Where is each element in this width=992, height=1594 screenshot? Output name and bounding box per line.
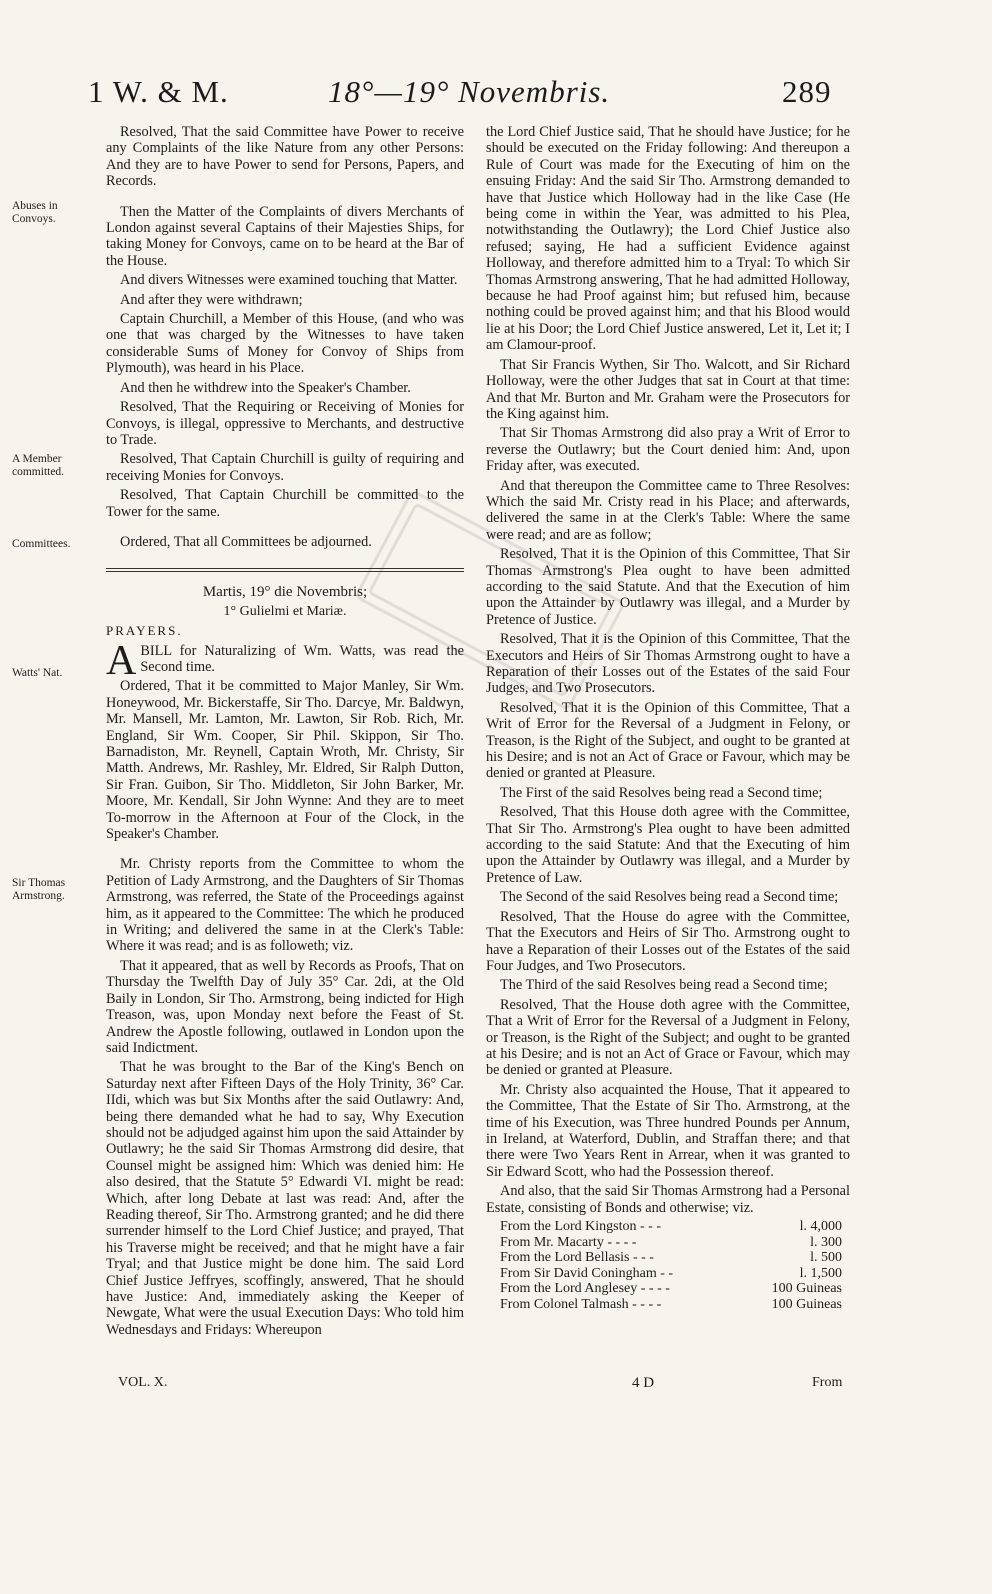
running-head-reign: 1 W. & M. [88, 74, 229, 109]
paragraph: Resolved, That the House doth agree with the Committee, That a Writ of Error for the Reversal of a Judgment in Felony, or Treason, is the Right of the Subject; and ought to be granted at his Desire; and is not an Act of Grace or Favour, which may be denied or granted at Pleasure. [486, 996, 850, 1079]
paragraph: Resolved, That it is the Opinion of this Committee, That a Writ of Error for the Reversal of a Judgment in Felony, or Treason, is the Right of the Subject, and ought to be granted at his Desire; and is not an Act of Grace or Favour, which may be denied or granted at Pleasure. [486, 699, 850, 782]
estate-source: From the Lord Anglesey - - - - [500, 1281, 670, 1296]
paragraph: Ordered, That all Committees be adjourned. [120, 533, 372, 550]
paragraph: Resolved, That Captain Churchill be committed to the Tower for the same. [106, 487, 464, 520]
paragraph: And then he withdrew into the Speaker's Chamber. [120, 379, 411, 396]
left-column [106, 124, 464, 1341]
section-divider [106, 568, 464, 572]
catchword: From [812, 1375, 843, 1390]
paragraph: That he was brought to the Bar of the King's Bench on Saturday next after Fifteen Days of the Holy Trinity, 36° Car. IIdi, which was but Six Months after the said Outlawry: And, being there demanded what he had to say, Why Execution should not be adjudged against him upon the said Attainder by Outlawry; he the said Sir Thomas Armstrong did desire, that Counsel might be assigned him: Which was denied him: He also desired, that the Statute 5° Edwardi VI. might be read: Which, after long Debate at last was read: And, after the Reading thereof, Sir Tho. Armstrong granted; and he did there surrender himself to the Lord Chief Justice; and prayed, That his Traverse might be received; and that he might have a fair Tryal; and that Justice might be done him. The said Lord Chief Justice Jeffryes, scoffingly, answered, That he should have Justice: And, immediately asking the Keeper of Newgate, What were the usual Execution Days: Who told him Wednesdays and Fridays: Whereupon [106, 1059, 464, 1338]
table-row [486, 1281, 850, 1297]
paragraph: Resolved, That this House doth agree with the Committee, That Sir Tho. Armstrong's Plea ought to have been admitted according to the said Statute: And that the Executing of him upon the Attainder by Outlawry was illegal, and a Murder by Pretence of Law. [486, 804, 850, 886]
margin-note-member-committed: A Member committed. [12, 453, 65, 478]
margin-note-abuses-in-convoys: Abuses in Convoys. [12, 200, 58, 225]
margin-note-watts-nat: Watts' Nat. [12, 667, 63, 679]
paragraph: The Third of the said Resolves being read a Second time; [500, 977, 828, 994]
paragraph: Resolved, That the Requiring or Receiving of Monies for Convoys, is illegal, oppressive to Merchants, and destructive to Trade. [106, 399, 464, 448]
paragraph: Mr. Christy reports from the Committee to whom the Petition of Lady Armstrong, and the Daughters of Sir Thomas Armstrong, was referred, the State of the Proceedings against him, as it appeared to the Committee: The which he produced in Writing; and delivered the same in at the Clerk's Table: Where it was read; and is as followeth; viz. [106, 856, 464, 955]
paragraph: That Sir Francis Wythen, Sir Tho. Walcott, and Sir Richard Holloway, were the other Judges that sat in Court at that time: And that Mr. Burton and Mr. Graham were the Prosecutors for the King against him. [486, 356, 850, 422]
estate-amount: 100 Guineas [771, 1296, 842, 1312]
paragraph: Then the Matter of the Complaints of divers Merchants of London against several Captains of their Majesties Ships, for taking Money for Convoys, came on to be heard at the Bar of the House. [106, 203, 464, 269]
paragraph: And that thereupon the Committee came to Three Resolves: Which the said Mr. Cristy read in his Place; and afterwards, delivered the same in at the Clerk's Table: Where the same were read; and are as follow; [486, 477, 850, 543]
estate-amount: l. 4,000 [799, 1219, 842, 1234]
volume-label: VOL. X. [118, 1375, 168, 1390]
paragraph: Captain Churchill, a Member of this House, (and who was one that was charged by the Witnesses to have taken considerable Sums of Money for Convoy of Ships from Plymouth), was heard in his Place. [106, 311, 464, 377]
estate-source: From the Lord Bellasis - - - [500, 1250, 654, 1265]
personal-estate-table [486, 1219, 850, 1312]
paragraph: That Sir Thomas Armstrong did also pray a Writ of Error to reverse the Outlawry; but the Court denied him: And, upon Friday after, was executed. [486, 425, 850, 475]
paragraph: And after they were withdrawn; [120, 291, 303, 308]
estate-source: From Colonel Talmash - - - - [500, 1296, 662, 1312]
paragraph: Resolved, That the House do agree with the Committee, That the Executors and Heirs of Sir Tho. Armstrong ought to have a Reparation of their Losses out of the Estates of the said Four Judges, and Two Prosecutors. [486, 908, 850, 974]
paragraph: That it appeared, that as well by Records as Proofs, That on Thursday the Twelfth Day of July 35° Car. 2di, at the Old Baily in London, Sir Tho. Armstrong, being indicted for High Treason, was, upon Monday next before the Feast of St. Andrew the Apostle following, outlawed in London upon the said Indictment. [106, 957, 464, 1056]
margin-note-committees: Committees. [12, 538, 71, 550]
estate-amount: l. 300 [810, 1234, 842, 1250]
table-row [486, 1250, 850, 1266]
paragraph: The Second of the said Resolves being read a Second time; [500, 889, 839, 906]
paragraph: Ordered, That it be committed to Major Manley, Sir Wm. Honeywood, Mr. Bickerstaffe, Sir Tho. Darcye, Mr. Baldwyn, Mr. Mansell, Mr. Lamton, Mr. Lawton, Sir Rob. Rich, Mr. England, Sir Wm. Cooper, Sir Phil. Skippon, Sir Tho. Barnadiston, Mr. Reynell, Captain Wroth, Mr. Christy, Sir Matth. Andrews, Mr. Rashley, Mr. Eldred, Sir Ralph Dutton, Sir Fran. Guibon, Sir Tho. Middleton, Sir John Barker, Mr. Moore, Mr. Kendall, Sir John Wynne: And they are to meet To-morrow in the Afternoon at Four of the Clock, in the Speaker's Chamber. [106, 678, 464, 843]
regnal-year: 1° Gulielmi et Mariæ. [223, 603, 347, 619]
bill-text: BILL for Naturalizing of Wm. Watts, was read the Second time. [140, 642, 464, 675]
estate-source: From Mr. Macarty - - - - [500, 1234, 637, 1250]
signature-mark: 4 D [632, 1375, 655, 1391]
drop-capital: A [106, 637, 137, 684]
margin-note-sir-thomas-armstrong: Sir Thomas Armstrong. [12, 877, 66, 902]
paragraph: Resolved, That the said Committee have Power to receive any Complaints of the like Nature from any other Persons: And they are to have Power to send for Persons, Papers, and Records. [106, 124, 464, 190]
page-number: 289 [782, 74, 832, 109]
paragraph: Mr. Christy also acquainted the House, That it appeared to the Committee, That the Estate of Sir Tho. Armstrong, at the time of his Execution, was Three hundred Pounds per Annum, in Ireland, at Waterford, Dublin, and Straffan there; and that there were Two Years Rent in Arrear, when it was granted to Sir Edward Scott, who had the Possession thereof. [486, 1081, 850, 1180]
table-row [486, 1297, 850, 1313]
paragraph-bill [106, 637, 464, 684]
running-head-date: 18°—19° Novembris. [328, 74, 611, 109]
table-row [486, 1219, 850, 1235]
estate-source: From Sir David Coningham - - [500, 1265, 674, 1281]
right-column [486, 124, 850, 1312]
estate-amount: l. 1,500 [799, 1265, 842, 1281]
paragraph: Resolved, That it is the Opinion of this Committee, That the Executors and Heirs of Sir Thomas Armstrong ought to have a Reparation of their Losses out of the Estates of the said Four Judges, and Two Prosecutors. [486, 631, 850, 697]
table-row [486, 1266, 850, 1282]
paragraph: And also, that the said Sir Thomas Armstrong had a Personal Estate, consisting of Bonds and otherwise; viz. [486, 1183, 850, 1216]
paragraph: Resolved, That Captain Churchill is guilty of requiring and receiving Monies for Convoys. [106, 451, 464, 484]
paragraph: the Lord Chief Justice said, That he should have Justice; for he should be executed on the Friday following: And thereupon a Rule of Court was made for the Executing of him on the ensuing Friday: And the said Sir Tho. Armstrong demanded to have that Justice which Holloway had in the like Case (He being come in within the Year, was admitted to his Plea, notwithstanding the Outlawry); the Lord Chief Justice also refused; saying, He had a sufficient Evidence against Holloway, and therefore admitted him to a Tryal: To which Sir Thomas Armstrong answering, That he had admitted Holloway, because he had Proof against him; but refused him, because nothing could be proved against him; and that his Blood would lie at his Door; the Lord Chief Justice answered, Let it, Let it; I am Clamour-proof. [486, 124, 850, 354]
paragraph: And divers Witnesses were examined touching that Matter. [120, 272, 458, 289]
estate-amount: l. 500 [810, 1250, 842, 1265]
paragraph: The First of the said Resolves being read a Second time; [500, 784, 823, 801]
prayers-heading: PRAYERS. [106, 623, 183, 639]
paragraph: Resolved, That it is the Opinion of this Committee, That Sir Thomas Armstrong's Plea ought to have been admitted according to the said Statute. And that the Execution of him upon the Attainder by Outlawry was illegal, and a Murder by Pretence of Justice. [486, 546, 850, 628]
table-row [486, 1235, 850, 1251]
day-title: Martis, 19° die Novembris; [202, 584, 368, 601]
estate-source: From the Lord Kingston - - - [500, 1219, 661, 1234]
estate-amount: 100 Guineas [771, 1281, 842, 1296]
